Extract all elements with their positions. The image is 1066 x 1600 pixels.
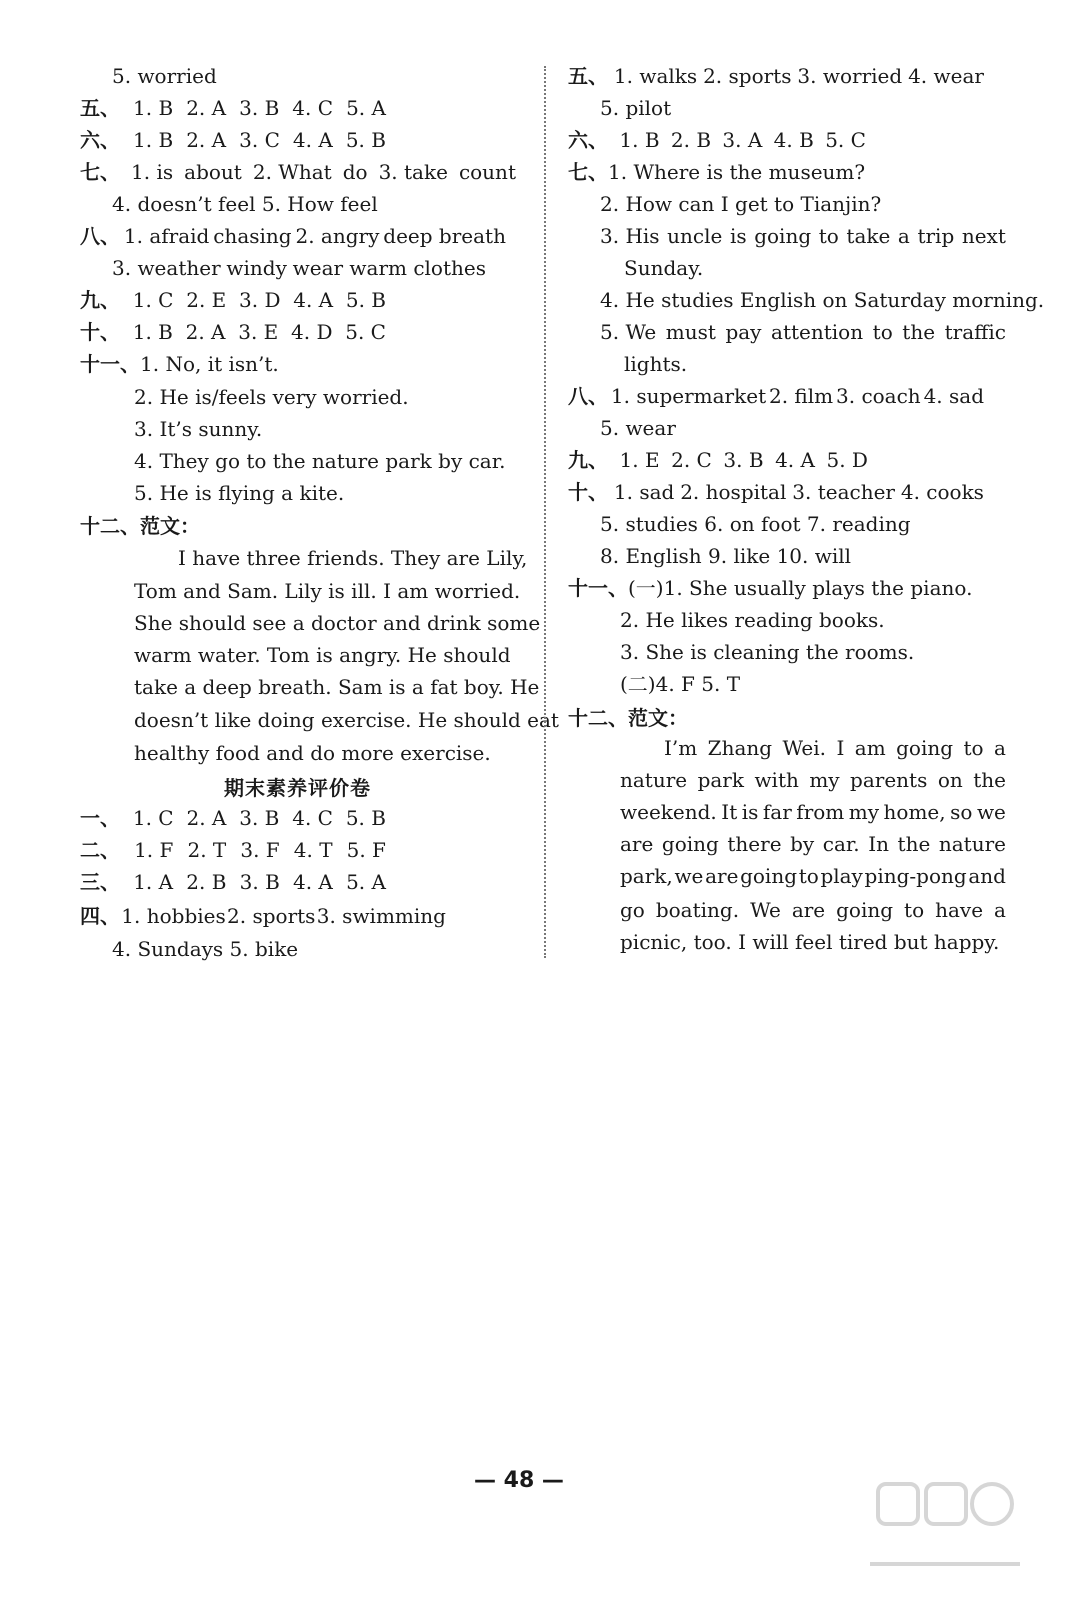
word: parents: [850, 768, 928, 792]
section-label: 九、: [568, 448, 608, 472]
essay-line: She should see a doctor and drink some: [134, 611, 541, 635]
answer: 1. C: [132, 806, 174, 830]
answer: 4. D: [291, 320, 333, 344]
right-section-five: [568, 62, 984, 90]
word: a: [994, 898, 1006, 922]
section-label: 十一、: [80, 352, 140, 376]
answer: 2. T: [187, 838, 227, 862]
section-eleven-answers: [80, 350, 279, 378]
answer: 3. A: [722, 128, 763, 152]
word: It: [721, 800, 738, 824]
answer: 5. A: [346, 96, 386, 120]
answer: 3. take: [378, 160, 448, 184]
answer: (一)1. She usually plays the piano.: [628, 576, 973, 600]
answer: 2. hospital: [680, 480, 787, 504]
word: car.: [822, 832, 860, 856]
answer: windy: [226, 256, 287, 280]
essay-line: Tom and Sam. Lily is ill. I am worried.: [134, 579, 521, 603]
word: go: [620, 898, 645, 922]
section-label: 五、: [80, 96, 120, 120]
word: to: [904, 898, 925, 922]
word: next: [961, 224, 1006, 248]
word: the: [902, 320, 936, 344]
word: traffic: [944, 320, 1006, 344]
answer: 3. D: [239, 288, 281, 312]
essay-line: doesn’t like doing exercise. He should eat: [134, 708, 559, 732]
answer: 1. B: [132, 320, 173, 344]
word: we: [976, 800, 1006, 824]
final-exam-title: 期末素养评价卷: [224, 776, 371, 800]
answer-line: 4. doesn’t feel 5. How feel: [112, 192, 378, 216]
answer-line: [600, 222, 1006, 250]
answer-line: 4. He studies English on Saturday morning.: [600, 288, 1045, 312]
answer: 2. What: [252, 160, 332, 184]
answer: 2. A: [186, 806, 227, 830]
answer: 5. B: [345, 128, 386, 152]
section-six-answers: [80, 126, 386, 154]
answer-line: 3. It’s sunny.: [134, 417, 263, 441]
answer: 4. A: [293, 288, 334, 312]
word: the: [973, 768, 1006, 792]
section-label: 三、: [80, 870, 120, 894]
answer: 1. C: [132, 288, 174, 312]
word: Zhang: [707, 736, 773, 760]
word: with: [754, 768, 799, 792]
word: nature: [938, 832, 1006, 856]
answer: 2. E: [186, 288, 227, 312]
section-label: 六、: [568, 128, 608, 152]
section-label: 十一、: [568, 576, 628, 600]
answer: 5. B: [345, 288, 386, 312]
answer: 2. B: [186, 870, 227, 894]
answer: 5. D: [826, 448, 868, 472]
section-label: 五、: [568, 64, 608, 88]
word: there: [727, 832, 782, 856]
essay-line: I have three friends. They are Lily,: [178, 546, 528, 570]
section-label: 七、: [80, 160, 120, 184]
word: to: [818, 224, 839, 248]
final-section-one: [80, 804, 386, 832]
answer-line: 2. He likes reading books.: [620, 608, 885, 632]
answer-line: (二)4. F 5. T: [620, 672, 741, 696]
word: to: [872, 320, 893, 344]
answer: 3. coach: [836, 384, 921, 408]
answer: 4. sad: [923, 384, 984, 408]
word: is: [741, 800, 759, 824]
section-twelve-label: [80, 512, 200, 540]
answer: 5. F: [346, 838, 386, 862]
answer-line: 2. How can I get to Tianjin?: [600, 192, 882, 216]
answer: 2. B: [670, 128, 712, 152]
answer: 4. A: [775, 448, 815, 472]
answer: 3. E: [238, 320, 279, 344]
answer-line: 4. Sundays 5. bike: [112, 937, 299, 961]
essay-line: picnic, too. I will feel tired but happy.: [620, 930, 1000, 954]
word: by: [790, 832, 815, 856]
answer: 1. F: [134, 838, 174, 862]
section-label: 四、: [80, 904, 120, 928]
answer: 3. F: [240, 838, 280, 862]
word: trip: [917, 224, 955, 248]
word: have: [935, 898, 984, 922]
answer: 2. A: [185, 320, 226, 344]
word: going: [661, 832, 719, 856]
answer: 3. C: [239, 128, 280, 152]
answer: 4. A: [292, 128, 333, 152]
answer: 4. cooks: [900, 480, 984, 504]
answer-line: 2. He is/feels very worried.: [134, 385, 409, 409]
right-section-twelve-label: [568, 704, 688, 732]
answer: 1. afraid: [123, 224, 210, 248]
word: on: [937, 768, 963, 792]
answer: count: [458, 160, 516, 184]
answer: 5. C: [345, 320, 386, 344]
answer: 3. B: [723, 448, 764, 472]
answer-line: 5. worried: [112, 64, 217, 88]
section-label: 六、: [80, 128, 120, 152]
answer-line: 4. They go to the nature park by car.: [134, 449, 506, 473]
section-label: 八、: [568, 384, 608, 408]
word: pay: [725, 320, 762, 344]
essay-line: healthy food and do more exercise.: [134, 741, 491, 765]
answer: 4. wear: [908, 64, 984, 88]
column-divider: [544, 66, 546, 958]
answer: 4. C: [292, 806, 333, 830]
answer: 1. E: [619, 448, 660, 472]
word: are: [705, 864, 739, 888]
word: from: [796, 800, 845, 824]
word: take: [846, 224, 891, 248]
answer: 1. walks: [613, 64, 698, 88]
final-section-three: [80, 868, 386, 896]
essay-line: warm water. Tom is angry. He should: [134, 643, 511, 667]
essay-line: [664, 734, 1006, 762]
section-nine-answers: [80, 286, 386, 314]
word: 3. His: [600, 224, 660, 248]
answer: 4. T: [293, 838, 333, 862]
answer: 1. supermarket: [610, 384, 767, 408]
essay-line: [620, 896, 1006, 924]
right-section-ten: [568, 478, 984, 506]
word: a: [994, 736, 1006, 760]
word: boating.: [655, 898, 740, 922]
word: am: [854, 736, 886, 760]
word: we: [674, 864, 704, 888]
word: ping-pong: [864, 864, 967, 888]
section-label: 十二、范文：: [568, 706, 688, 730]
word: far: [762, 800, 792, 824]
answer: 4. C: [292, 96, 334, 120]
answer: 3. B: [239, 870, 280, 894]
answer: 1. Where is the museum?: [608, 160, 866, 184]
section-label: 十、: [80, 320, 120, 344]
answer: chasing: [213, 224, 292, 248]
answer: 1. sad: [613, 480, 675, 504]
watermark-logo-icon: [870, 1470, 1020, 1580]
word: attention: [771, 320, 864, 344]
answer-line: 5. He is flying a kite.: [134, 481, 345, 505]
section-ten-answers: [80, 318, 386, 346]
section-eight-answers: [80, 222, 506, 250]
right-section-six: [568, 126, 866, 154]
answer: 2. angry: [295, 224, 380, 248]
essay-line: take a deep breath. Sam is a fat boy. He: [134, 675, 540, 699]
section-label: 二、: [80, 838, 120, 862]
answer: 3. weather: [112, 256, 221, 280]
answer: 1. hobbies: [121, 904, 226, 928]
answer: 3. teacher: [792, 480, 895, 504]
word: my: [848, 800, 880, 824]
answer: 2. film: [768, 384, 834, 408]
word: to: [798, 864, 819, 888]
section-five-answers: [80, 94, 386, 122]
word: I: [836, 736, 845, 760]
word: park,: [620, 864, 673, 888]
word: to: [963, 736, 984, 760]
section-label: 十、: [568, 480, 608, 504]
word: are: [620, 832, 654, 856]
word: nature: [620, 768, 688, 792]
section-label: 九、: [80, 288, 120, 312]
answer: 2. C: [671, 448, 712, 472]
answer: 4. B: [773, 128, 814, 152]
answer: 3. B: [239, 806, 280, 830]
word: We: [750, 898, 781, 922]
answer: wear warm clothes: [292, 256, 486, 280]
word: I’m: [664, 736, 698, 760]
answer: 1. is: [131, 160, 174, 184]
answer: 5. B: [345, 806, 386, 830]
answer-line: 5. studies 6. on foot 7. reading: [600, 512, 911, 536]
answer: 3. swimming: [316, 904, 446, 928]
answer: 1. B: [133, 96, 174, 120]
answer: 5. A: [346, 870, 386, 894]
answer: about: [184, 160, 242, 184]
answer: 3. B: [239, 96, 280, 120]
right-section-nine: [568, 446, 868, 474]
answer: do: [342, 160, 368, 184]
word: In: [868, 832, 889, 856]
word: uncle: [667, 224, 723, 248]
word: going: [754, 224, 812, 248]
section-label: 十二、范文：: [80, 514, 200, 538]
final-section-two: [80, 836, 386, 864]
answer-line: 5. pilot: [600, 96, 672, 120]
answer: 1. No, it isn’t.: [140, 352, 279, 376]
answer: 2. A: [186, 96, 227, 120]
word: is: [729, 224, 747, 248]
essay-line: [620, 766, 1006, 794]
answer-line: 3. She is cleaning the rooms.: [620, 640, 915, 664]
word: are: [791, 898, 826, 922]
right-section-eight: [568, 382, 984, 410]
answer-line: 5. wear: [600, 416, 676, 440]
right-section-seven: [568, 158, 865, 186]
section-label: 七、: [568, 160, 608, 184]
word: play: [820, 864, 863, 888]
answer: 2. sports: [227, 904, 316, 928]
word: going: [740, 864, 798, 888]
answer-line: lights.: [624, 352, 688, 376]
answer: 3. worried: [797, 64, 903, 88]
answer: 1. B: [619, 128, 660, 152]
section-label: 一、: [80, 806, 120, 830]
essay-line: [620, 830, 1006, 858]
answer-line: 8. English 9. like 10. will: [600, 544, 852, 568]
final-section-four: [80, 902, 446, 930]
answer: 1. A: [133, 870, 174, 894]
word: weekend.: [620, 800, 717, 824]
answer: deep breath: [383, 224, 506, 248]
essay-line: [620, 798, 1006, 826]
word: and: [968, 864, 1006, 888]
section-seven-answers: [80, 158, 516, 186]
word: 5. We: [600, 320, 657, 344]
page-number: — 48 —: [474, 1468, 564, 1493]
answer-line: [600, 318, 1006, 346]
right-section-eleven: [568, 574, 972, 602]
word: my: [809, 768, 840, 792]
answer: 4. A: [292, 870, 333, 894]
answer: 2. sports: [703, 64, 792, 88]
word: Wei.: [782, 736, 827, 760]
word: the: [897, 832, 931, 856]
word: must: [665, 320, 716, 344]
answer: 2. A: [186, 128, 227, 152]
word: home,: [883, 800, 946, 824]
word: a: [897, 224, 910, 248]
answer-line: [112, 254, 486, 282]
word: so: [950, 800, 973, 824]
answer-line: Sunday.: [624, 256, 704, 280]
word: park: [697, 768, 744, 792]
answer: 1. B: [133, 128, 174, 152]
answer: 5. C: [825, 128, 866, 152]
essay-line: [620, 862, 1006, 890]
word: going: [896, 736, 954, 760]
section-label: 八、: [80, 224, 120, 248]
word: going: [836, 898, 894, 922]
